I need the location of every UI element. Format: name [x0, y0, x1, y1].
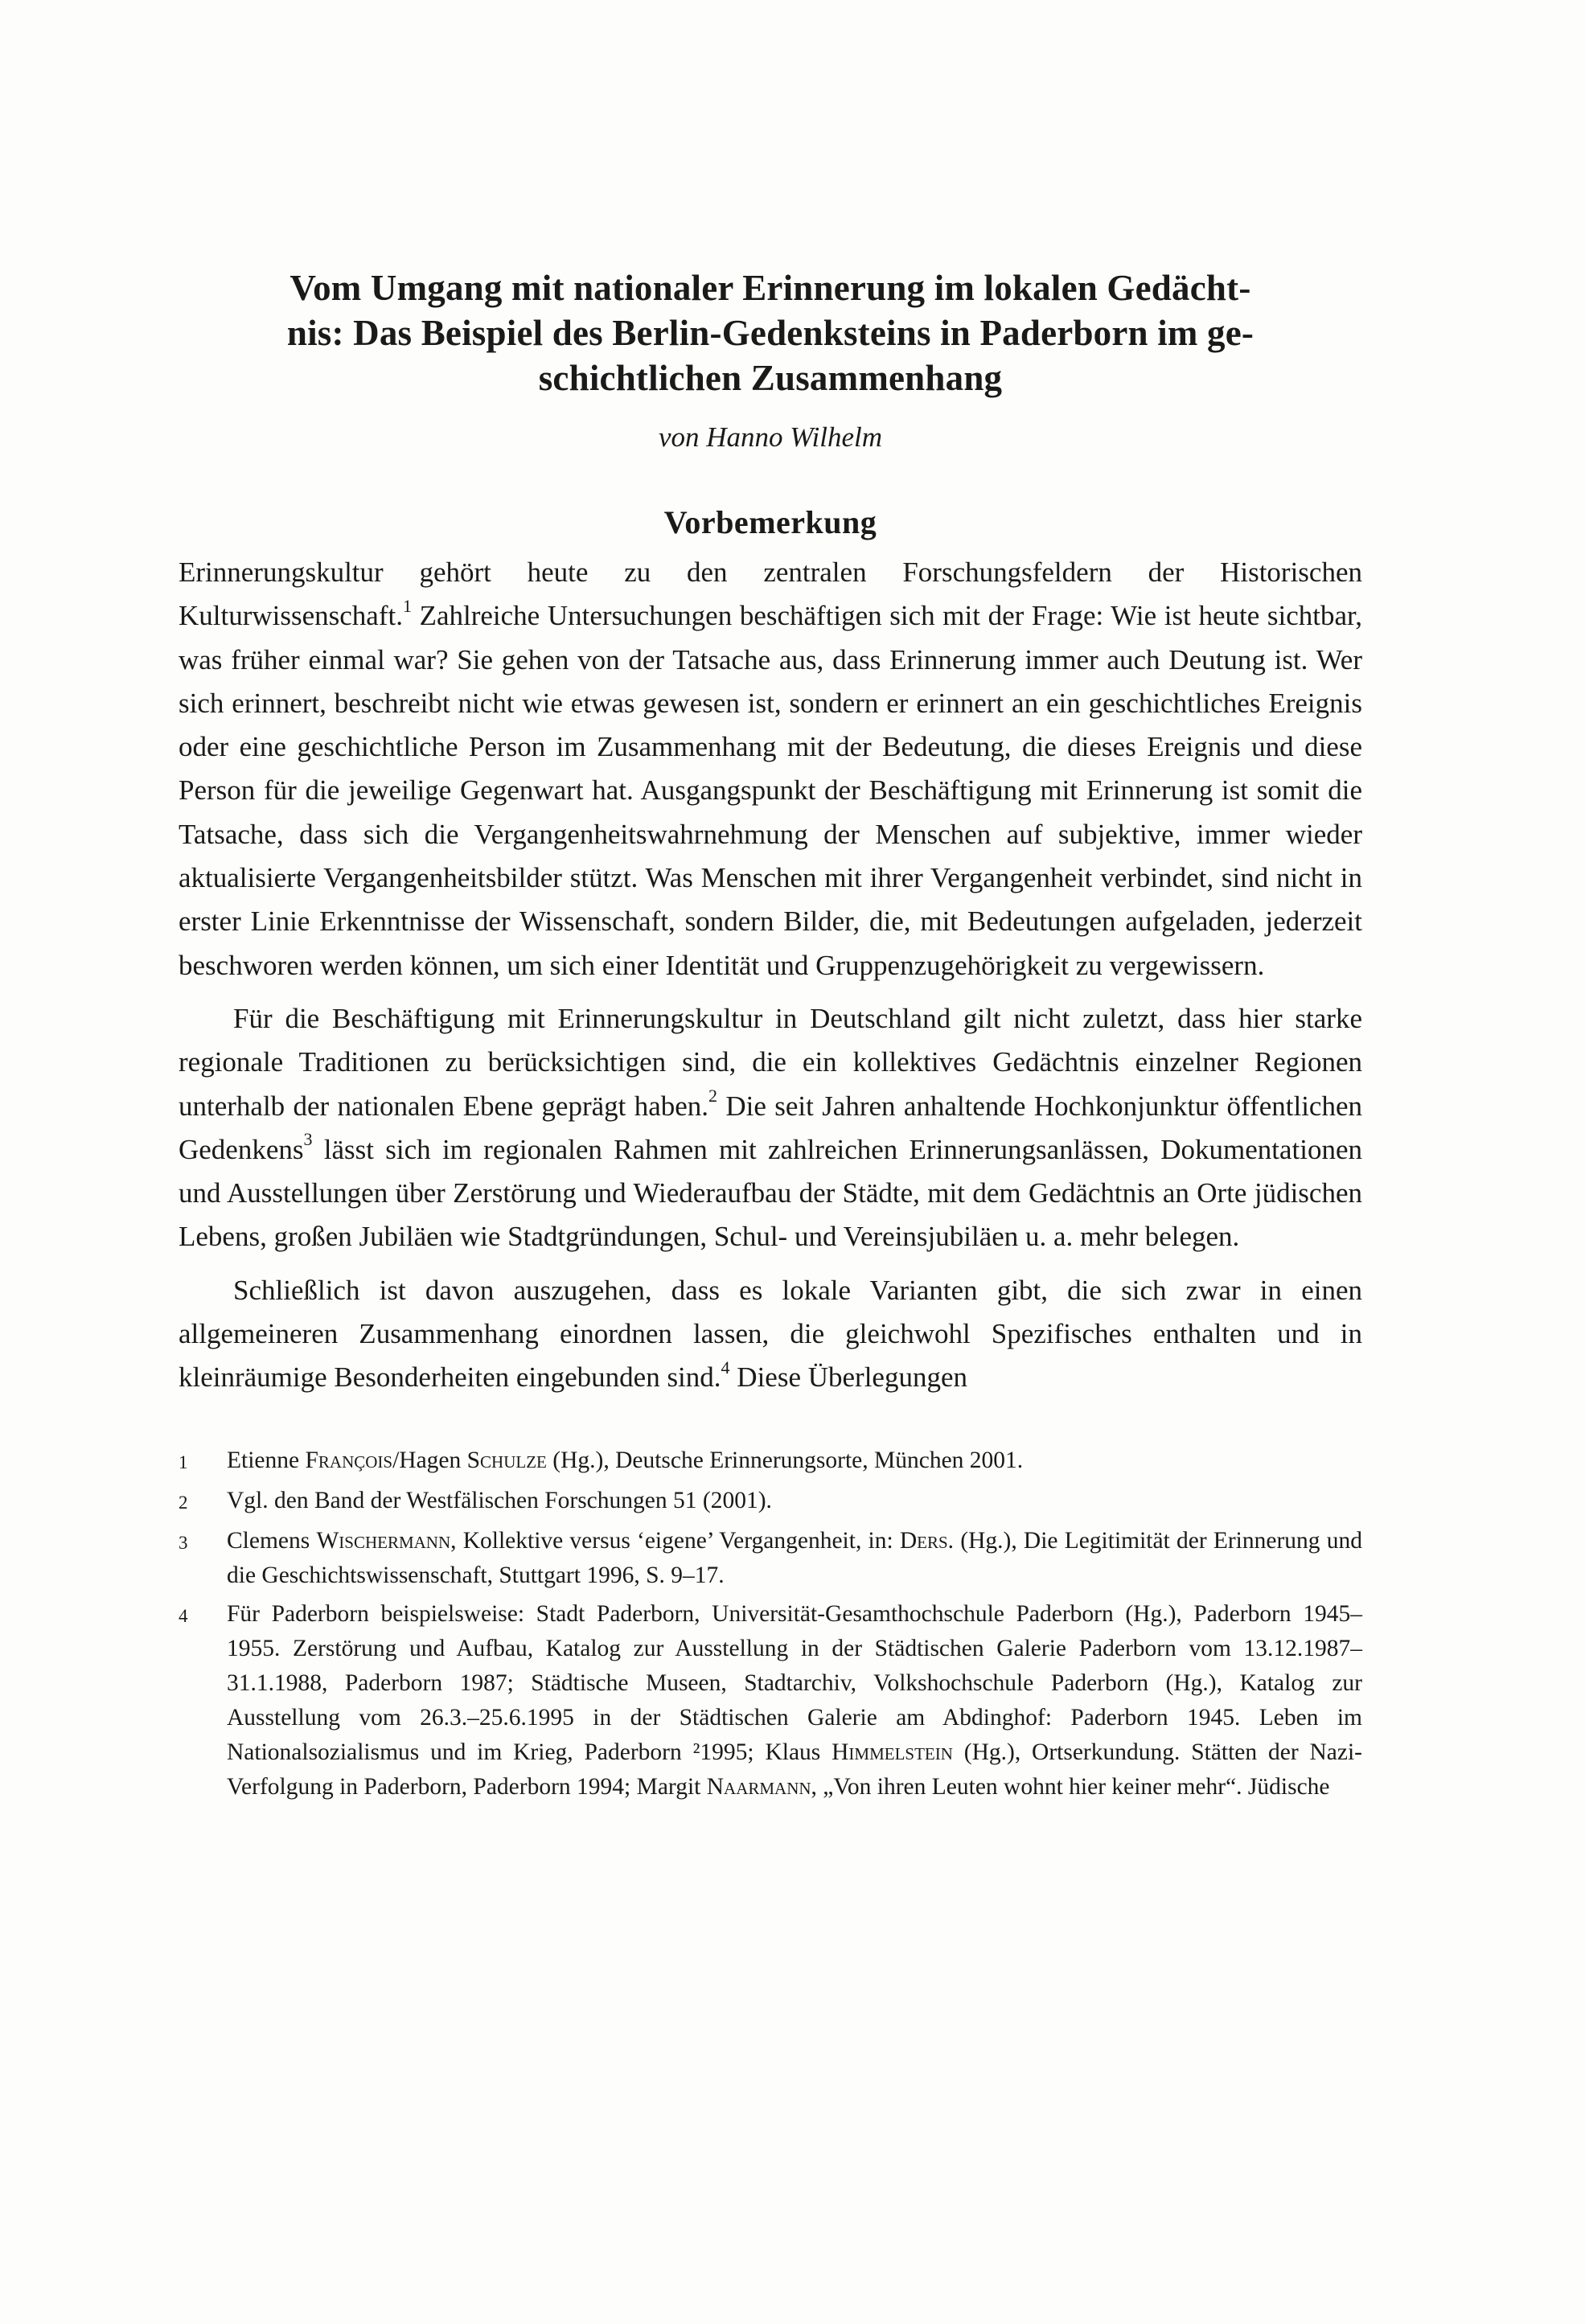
paragraph-1-text-b: Zahlreiche Untersuchungen beschäftigen sich mit der Frage: Wie ist heute sichtbar, was früher einmal war? Sie gehen von der Tatsache aus, dass Erinnerung immer auch Deutung ist. Wer sich erinnert, beschreibt nicht wie etwas gewesen ist, sondern er erinnert an ein geschichtliches Ereignis oder eine geschichtliche Person im Zusammenhang mit der Bedeutung, die dieses Ereignis und diese Person für die jeweilige Gegenwart hat. Ausgangspunkt der Beschäftigung mit Erinnerung ist somit die Tatsache, dass sich die Vergangenheitswahrnehmung der Menschen auf subjektive, immer wieder aktualisierte Vergangenheitsbilder stützt. Was Menschen mit ihrer Vergangenheit verbindet, sind nicht in erster Linie Erkenntnisse der Wissenschaft, sondern Bilder, die, mit Bedeutungen aufgeladen, jederzeit beschworen werden können, um sich einer Identität und Gruppenzugehörigkeit zu vergewissern.	[179, 600, 1362, 981]
footnote-text-b: (Hg.), Ortserkundung. Stätten der Nazi-Verfolgung in Paderborn, Paderborn 1994; Margit	[227, 1739, 1362, 1800]
paragraph-1	[179, 551, 1362, 987]
title-line-1: Vom Umgang mit nationaler Erinnerung im lokalen Gedächt-	[289, 268, 1251, 308]
footnote-author-1: Himmelstein	[832, 1739, 953, 1765]
footnotes	[179, 1443, 1362, 1805]
footnote-text-a: Etienne	[227, 1447, 306, 1473]
paragraph-3	[179, 1269, 1362, 1400]
section-heading: Vorbemerkung	[663, 504, 877, 540]
footnote-ref-1: 1	[402, 595, 412, 616]
footnote-4	[179, 1597, 1362, 1805]
footnote-ref-2: 2	[708, 1085, 718, 1106]
paragraph-2-text-b: Die seit Jahren anhaltende Hochkonjunktur öffentlichen Gedenkens	[179, 1090, 1362, 1165]
footnote-text-a: Clemens	[227, 1527, 317, 1554]
paragraph-3-text-b: Diese Überlegungen	[729, 1361, 967, 1394]
title-line-3: schichtlichen Zusammenhang	[538, 358, 1003, 398]
footnote-author-2: Ders.	[899, 1527, 955, 1554]
author-byline: von Hanno Wilhelm	[658, 421, 883, 453]
footnote-text	[227, 1524, 1362, 1593]
footnote-text-c: (Hg.), Die Legitimität der Erinnerung und die Geschichtswissenschaft, Stuttgart 1996, S. 9–17.	[227, 1527, 1362, 1588]
title-line-2: nis: Das Beispiel des Berlin-Gedenksteins in Paderborn im ge-	[286, 313, 1254, 353]
paragraph-2-text-a: Für die Beschäftigung mit Erinnerungskultur in Deutschland gilt nicht zuletzt, dass hier starke regionale Traditionen zu berücksichtigen sind, die ein kollektives Gedächtnis einzelner Regionen unterhalb der nationalen Ebene geprägt haben.	[179, 1002, 1362, 1122]
footnote-text-a: Für Paderborn beispielsweise: Stadt Paderborn, Universität-Gesamthochschule Paderborn (Hg.), Paderborn 1945–1955. Zerstörung und Aufbau, Katalog zur Ausstellung in der Städtischen Galerie Paderborn vom 13.12.1987–31.1.1988, Paderborn 1987; Städtische Museen, Stadtarchiv, Volkshochschule Paderborn (Hg.), Katalog zur Ausstellung vom 26.3.–25.6.1995 in der Städtischen Galerie am Abdinghof: Paderborn 1945. Leben im Nationalsozialismus und im Krieg, Paderborn ²1995; Klaus	[227, 1600, 1362, 1765]
footnote-text-c: (Hg.), Deutsche Erinnerungsorte, München 2001.	[546, 1447, 1024, 1473]
footnote-author-2: Naarmann	[706, 1773, 811, 1800]
footnote-text-c: , „Von ihren Leuten wohnt hier keiner mehr“. Jüdische	[811, 1773, 1330, 1800]
footnote-2	[179, 1484, 1362, 1520]
footnote-ref-3: 3	[303, 1129, 313, 1150]
footnote-text-b: , Kollektive versus ‘eigene’ Vergangenheit, in:	[450, 1527, 900, 1554]
footnote-text	[227, 1443, 1362, 1480]
paragraph-1-text-a: Erinnerungskultur gehört heute zu den zentralen Forschungsfeldern der Historischen Kulturwissenschaft.	[179, 556, 1362, 632]
footnote-ref-4: 4	[721, 1357, 730, 1378]
footnote-author-2: Schulze	[466, 1447, 547, 1473]
footnote-text-b: /Hagen	[392, 1447, 467, 1473]
footnote-text	[227, 1484, 1362, 1520]
footnote-text	[227, 1597, 1362, 1805]
footnote-number: 3	[179, 1532, 188, 1553]
footnote-number: 4	[179, 1605, 188, 1626]
paragraph-3-text-a: Schließlich ist davon auszugehen, dass es lokale Varianten gibt, die sich zwar in einen allgemeineren Zusammenhang einordnen lassen, die gleichwohl Spezifisches enthalten und in kleinräumige Besonderheiten eingebunden sind.	[179, 1274, 1362, 1394]
footnote-author-1: François	[305, 1447, 393, 1473]
footnote-author-1: Wischermann	[316, 1527, 451, 1554]
footnote-1	[179, 1443, 1362, 1480]
footnote-text-a: Vgl. den Band der Westfälischen Forschungen 51 (2001).	[227, 1487, 772, 1513]
footnote-3	[179, 1524, 1362, 1593]
paragraph-2	[179, 997, 1362, 1259]
document-page	[179, 265, 1362, 1809]
article-title	[179, 265, 1362, 400]
paragraph-2-text-c: lässt sich im regionalen Rahmen mit zahlreichen Erinnerungsanlässen, Dokumentationen und Ausstellungen über Zerstörung und Wiederaufbau der Städte, mit dem Gedächtnis an Orte jüdischen Lebens, großen Jubiläen wie Stadtgründungen, Schul- und Vereinsjubiläen u. a. mehr belegen.	[179, 1133, 1362, 1253]
footnote-number: 1	[179, 1451, 188, 1472]
footnote-number: 2	[179, 1492, 188, 1513]
